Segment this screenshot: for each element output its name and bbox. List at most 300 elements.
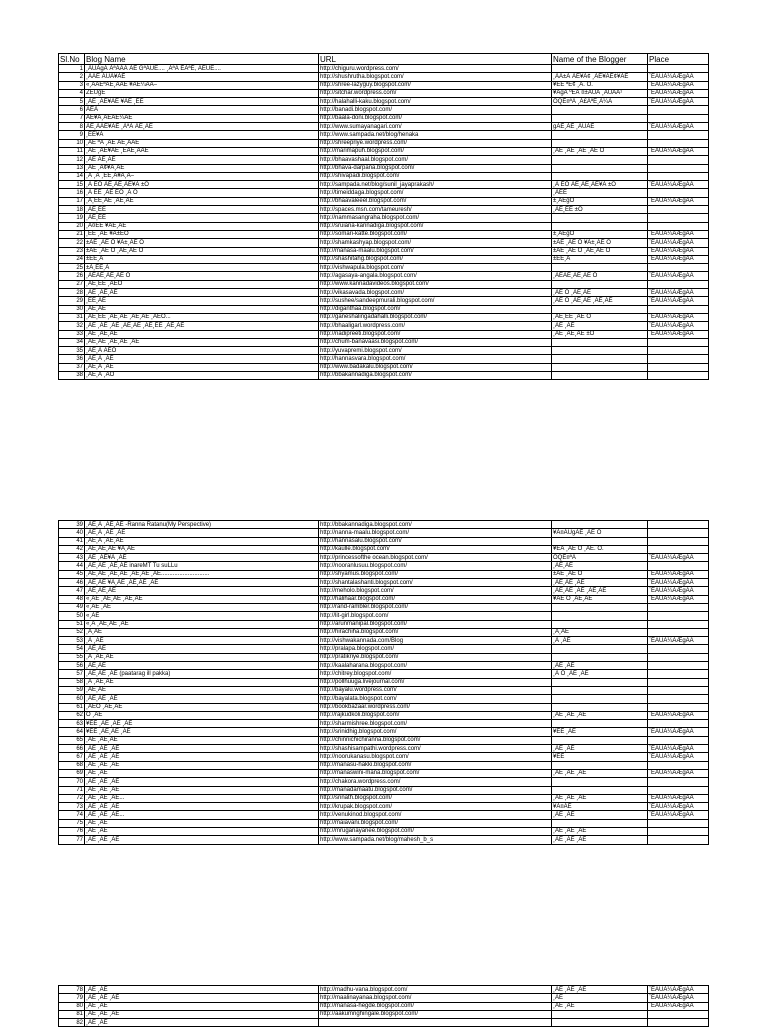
blogger-cell: ¸ÀÉ¸ÉÉ ¸ÀÉ Ö	[552, 313, 648, 321]
blogger-cell	[552, 65, 648, 73]
place-cell: ¨ÉAUÀ¼ÀÆgÀÄ	[648, 745, 709, 753]
url-cell[interactable]: http://bbakannadiga.blogspot.com/	[319, 521, 552, 529]
blog-name-cell: ¸ÀÉ ¸ÀÉ ¸ÀÉ	[85, 753, 319, 761]
sl-cell: 5	[59, 98, 85, 106]
url-cell[interactable]: http://yuvapremi.blogspot.com/	[319, 347, 552, 355]
place-cell	[648, 612, 709, 620]
place-cell	[648, 778, 709, 786]
place-cell	[648, 529, 709, 537]
url-cell[interactable]: http://sampada.net/blog/sunil_jayaprakash/	[319, 181, 552, 189]
table-row	[59, 529, 709, 537]
blog-name-cell: ¥ÉÉ ¸ÀÉ ¸ÀÉ ¸ÀÉ	[85, 720, 319, 728]
sl-cell: 14	[59, 172, 85, 180]
url-cell[interactable]: http://arunmanipal.blogspot.com/	[319, 620, 552, 628]
sl-cell: 62	[59, 711, 85, 719]
sl-cell: 32	[59, 322, 85, 330]
blogger-cell: ¥ÀÉ Ö ¸ÀÉ¸ÀÉ	[552, 595, 648, 603]
url-cell[interactable]: http://sruiana-kannadiga.blogspot.com/	[319, 222, 552, 230]
blogger-cell: ±ÀÉ ¸ÀÉ Ö ¥À±¸ÀÉ Ö	[552, 239, 648, 247]
table-row	[59, 164, 709, 172]
sl-cell: 55	[59, 653, 85, 661]
sl-cell: 39	[59, 521, 85, 529]
url-cell[interactable]: http://srinidhig.blogspot.com/	[319, 728, 552, 736]
sl-cell: 15	[59, 181, 85, 189]
url-cell[interactable]: http://banadi.blogspot.com/	[319, 106, 552, 114]
url-cell[interactable]: http://agasaya-angala.blogspot.com/	[319, 272, 552, 280]
table-row	[59, 189, 709, 197]
place-cell: ¨ÉAUÀ¼ÀÆgÀÄ	[648, 986, 709, 994]
url-cell[interactable]: http://manasa-maalu.blogspot.com/	[319, 247, 552, 255]
blog-name-cell: ¸ÀÉ ¸ÀÉ ¸ÀÉ	[85, 745, 319, 753]
url-cell[interactable]: http://sushee/sandeepmurali.blogspot.com/	[319, 297, 552, 305]
table-row	[59, 994, 709, 1002]
url-cell[interactable]: http://shyamus.blogspot.com/	[319, 570, 552, 578]
place-cell	[648, 603, 709, 611]
blogger-cell: ±¸ÀÉgÖ	[552, 230, 648, 238]
place-cell: ¨ÉAUÀ¼ÀÆgÀÄ	[648, 297, 709, 305]
url-cell[interactable]: http://pollhuuga.livejournal.com/	[319, 678, 552, 686]
blogger-cell	[552, 1010, 648, 1018]
blog-name-cell: ¸À¸ÀÉ	[85, 628, 319, 636]
url-cell[interactable]: http://hirachiha.blogspot.com/	[319, 628, 552, 636]
url-cell[interactable]: http://hannasvara.blogspot.com/	[319, 355, 552, 363]
table-body	[59, 986, 709, 1027]
blog-name-cell: ¸ÀÉ¸ÀÉ¸ÀÉ	[85, 587, 319, 595]
blog-name-cell: ¸ÀÉ¸À ÀÉÖ	[85, 347, 319, 355]
table-row	[59, 98, 709, 106]
table-row	[59, 811, 709, 819]
place-cell	[648, 347, 709, 355]
sl-cell: 64	[59, 728, 85, 736]
table-row	[59, 371, 709, 379]
url-cell[interactable]: http://shreepriye.wordpress.com/	[319, 139, 552, 147]
sl-cell: 20	[59, 222, 85, 230]
url-cell[interactable]: http://bhaavaleeel.blogspot.com/	[319, 197, 552, 205]
place-cell	[648, 786, 709, 794]
place-cell	[648, 695, 709, 703]
table-row	[59, 986, 709, 994]
blog-name-cell: ±ÀÉ ¸ÀÉ Ö ¥À±¸ÀÉ Ö	[85, 239, 319, 247]
blogger-cell	[552, 703, 648, 711]
blog-name-cell: ¸ÀÉ¸ÉÉ	[85, 206, 319, 214]
blog-name-cell: ¸ÀÉ¸ÀÉ¸ÀÉ ¥À¸ÀÉ	[85, 545, 319, 553]
table-row	[59, 272, 709, 280]
blog-name-cell: «¸ÀÄÉªÀÉ¸ÀÄÉ ¥ÀÉ¼ÀÄ–	[85, 81, 319, 89]
table-row	[59, 172, 709, 180]
blogger-cell: ¸ÀÉ¸ÀÉ ¸ÀÉ	[552, 579, 648, 587]
url-cell[interactable]: http://meholo.blogspot.com/	[319, 587, 552, 595]
url-cell[interactable]: http://bhaaligarl.wordpress.com/	[319, 322, 552, 330]
table-row	[59, 65, 709, 73]
table-row	[59, 761, 709, 769]
blog-name-cell: ¸ÀÉÀÉ¸ÀÉ¸ÀÉ Ö	[85, 272, 319, 280]
sl-cell: 76	[59, 827, 85, 835]
blogger-cell: ¸ÀÉ	[552, 994, 648, 1002]
blogger-cell	[552, 172, 648, 180]
sl-cell: 56	[59, 662, 85, 670]
table-row	[59, 736, 709, 744]
sl-cell: 71	[59, 786, 85, 794]
url-cell[interactable]: http://krupak.blogspot.com/	[319, 803, 552, 811]
blogger-cell: ¸ÀÉ ¸ÀÉ ¸ÀÉ	[552, 986, 648, 994]
place-cell	[648, 703, 709, 711]
table-row	[59, 753, 709, 761]
url-cell[interactable]: http://venukinod.blogspot.com/	[319, 811, 552, 819]
blog-name-cell: ¸ÀÉ¸À ¸ÀÖ	[85, 371, 319, 379]
blog-name-cell: «¸À ¸ÀÉ¸ÀÉ ¸ÀÉ	[85, 620, 319, 628]
sl-cell: 50	[59, 612, 85, 620]
blogger-cell: ¸À ¸ÀÉ	[552, 637, 648, 645]
blog-name-cell: ±ÉÉ¸À	[85, 255, 319, 263]
blog-name-cell: ¸ÀÉ¸ÀÉ	[85, 686, 319, 694]
place-cell	[648, 363, 709, 371]
place-cell: ¨ÉAUÀ¼ÀÆgÀÄ	[648, 794, 709, 802]
sl-cell: 35	[59, 347, 85, 355]
sl-cell: 63	[59, 720, 85, 728]
place-cell: ¨ÉAUÀ¼ÀÆgÀÄ	[648, 289, 709, 297]
blogger-cell	[552, 338, 648, 346]
url-cell[interactable]: http://shamkashyap.blogspot.com/	[319, 239, 552, 247]
blogger-cell: ¸ÀÉÉ	[552, 189, 648, 197]
place-cell: ¨ÉAUÀ¼ÀÆgÀÄ	[648, 147, 709, 155]
url-cell[interactable]: http://aakumrighingale.blogspot.com/	[319, 1010, 552, 1018]
blog-name-cell: ¸ÉÉ¸ÀÉ	[85, 297, 319, 305]
url-cell[interactable]: http://mruganayanee.blogspot.com/	[319, 827, 552, 835]
place-cell: ¨ÉAUÀ¼ÀÆgÀÄ	[648, 803, 709, 811]
table-row	[59, 720, 709, 728]
blog-name-cell: ¸ÀÄÉ ÀUÀ¥ÀÉ	[85, 73, 319, 81]
blogger-cell: ¸ÀÉ ¸ÀÉ ¸ÀÉ	[552, 794, 648, 802]
blogger-cell: ¸ÀÉ ¸ÀÉ ¸ÀÉ	[552, 769, 648, 777]
url-cell[interactable]: http://maalinayanaa.blogspot.com/	[319, 994, 552, 1002]
url-cell[interactable]: http://bookbazaar.wordpress.com/	[319, 703, 552, 711]
url-cell[interactable]: http://kaulle.blogspot.com/	[319, 545, 552, 553]
sl-cell: 30	[59, 305, 85, 313]
url-cell[interactable]: http://shivapadi.blogspot.com/	[319, 172, 552, 180]
url-cell[interactable]: http://hannasalu.blogspot.com/	[319, 537, 552, 545]
place-cell	[648, 264, 709, 272]
sl-cell: 46	[59, 579, 85, 587]
blog-name-cell: ¸ÀÉ ¸ÀÉ	[85, 769, 319, 777]
url-cell[interactable]: http://pralapa.blogspot.com/	[319, 645, 552, 653]
place-cell: ¨ÉAUÀ¼ÀÆgÀÄ	[648, 728, 709, 736]
table-row	[59, 645, 709, 653]
url-cell[interactable]: http://srinath.blogspot.com/	[319, 794, 552, 802]
url-cell[interactable]: http://sharmishree.blogspot.com/	[319, 720, 552, 728]
table-row	[59, 147, 709, 155]
url-cell[interactable]: http://shashisampathi.wordpress.com/	[319, 745, 552, 753]
url-cell[interactable]: http://www.sampada.net/blog/mahesh_b_s	[319, 836, 552, 844]
sl-cell: 53	[59, 637, 85, 645]
place-cell	[648, 686, 709, 694]
url-cell[interactable]: http://sitchar.wordpress.com/	[319, 89, 552, 97]
sl-cell: 34	[59, 338, 85, 346]
place-cell: ¨ÉAUÀ¼ÀÆgÀÄ	[648, 230, 709, 238]
sl-cell: 2	[59, 73, 85, 81]
url-cell[interactable]: http://baala-doni.blogspot.com/	[319, 114, 552, 122]
table-row	[59, 214, 709, 222]
blogger-cell	[552, 537, 648, 545]
blogger-cell	[552, 156, 648, 164]
blog-name-cell: ¸ÀÉ ¸ÀÉ	[85, 827, 319, 835]
blogger-cell: ¸À Ö ¸ÀÉ ¸ÀÉ	[552, 670, 648, 678]
blog-name-cell: ¸ÀÉ¸ÀÉ ¸ÀÉ	[85, 695, 319, 703]
place-cell	[648, 653, 709, 661]
url-cell[interactable]: http://chitrey.blogspot.com/	[319, 670, 552, 678]
sl-cell: 7	[59, 114, 85, 122]
sl-cell: 41	[59, 537, 85, 545]
url-cell[interactable]: http://manaswini-mana.blogspot.com/	[319, 769, 552, 777]
url-cell[interactable]: http://www.badakalu.blogspot.com/	[319, 363, 552, 371]
url-cell[interactable]: http://kaalaharana.blogspot.com/	[319, 662, 552, 670]
blog-name-cell: ¸ÀÉ ¸ÀÉ ¸ÀÉ	[85, 786, 319, 794]
url-cell[interactable]: http://nammasangraha.blogspot.com/	[319, 214, 552, 222]
place-cell: ¨ÉAUÀ¼ÀÆgÀÄ	[648, 1002, 709, 1010]
sheet-block-2	[58, 520, 708, 845]
url-cell[interactable]: http://rand-rambler.blogspot.com/	[319, 603, 552, 611]
url-cell[interactable]: http://rajkudkoli.blogspot.com/	[319, 711, 552, 719]
blogger-cell: ¸À ÉÖ ÀÉ¸ÀÉ¸ÀÉ¥À ±Ö	[552, 181, 648, 189]
url-cell[interactable]: http://manadamaatu.blogspot.com/	[319, 786, 552, 794]
sl-cell: 21	[59, 230, 85, 238]
blogger-cell: ¸ÀÉ ¸ÀÉ ¸ÀÉ	[552, 711, 648, 719]
url-cell[interactable]: http://noorukanasu.blogspot.com/	[319, 753, 552, 761]
blogger-cell: ¸À¸ÀÉ	[552, 628, 648, 636]
sheet-block-3	[58, 985, 708, 1027]
place-cell	[648, 114, 709, 122]
sl-cell: 78	[59, 986, 85, 994]
sl-cell: 42	[59, 545, 85, 553]
table-row	[59, 330, 709, 338]
place-cell	[648, 720, 709, 728]
url-cell[interactable]: http://manasu-hakki.blogspot.com/	[319, 761, 552, 769]
url-cell[interactable]: http://halihaar.blogspot.com/	[319, 595, 552, 603]
url-cell[interactable]: http://princessofthe ocean.blogspot.com/	[319, 554, 552, 562]
blog-name-cell: ±À¸ÉÉ¸À	[85, 264, 319, 272]
blog-name-cell: ÀÉÀ	[85, 106, 319, 114]
place-cell	[648, 189, 709, 197]
place-cell: ¨ÉAUÀ¼ÀÆgÀÄ	[648, 554, 709, 562]
place-cell: ¨ÉAUÀ¼ÀÆgÀÄ	[648, 89, 709, 97]
place-cell	[648, 645, 709, 653]
table-row	[59, 703, 709, 711]
blog-name-cell: ¸ÀÉ¸À ¸ÀÉ¸ÀÉ	[85, 537, 319, 545]
sl-cell: 81	[59, 1010, 85, 1018]
url-cell[interactable]: http://marimapuh.blogspot.com/	[319, 147, 552, 155]
sl-cell: 60	[59, 695, 85, 703]
url-cell[interactable]: http://nanna-maalu.blogspot.com/	[319, 529, 552, 537]
place-cell: ¨ÉAUÀ¼ÀÆgÀÄ	[648, 272, 709, 280]
url-cell[interactable]: http://madhu-vana.blogspot.com/	[319, 986, 552, 994]
url-cell[interactable]: http://www.sumayanagari.com/	[319, 123, 552, 131]
url-cell[interactable]: http://chiguru.wordpress.com/	[319, 65, 552, 73]
blogger-cell: ¸ÀÉ ¸ÀÉ	[552, 322, 648, 330]
place-cell: ¨ÉAUÀ¼ÀÆgÀÄ	[648, 994, 709, 1002]
blog-name-cell: ¸ÀÉ ¸ÀÉ	[85, 819, 319, 827]
place-cell: ¨ÉAUÀ¼ÀÆgÀÄ	[648, 322, 709, 330]
place-cell	[648, 662, 709, 670]
url-cell[interactable]: http://bhaavashaal.blogspot.com/	[319, 156, 552, 164]
url-cell[interactable]: http://vishwakannada.com/Blog	[319, 637, 552, 645]
blog-name-cell: ¸ÀÉ¸ÀÉ ¸ÀÉ¸ÀÉ ¸ÀÉ¸ÀÉ ¸ÀÉ.............................	[85, 570, 319, 578]
table-row	[59, 628, 709, 636]
url-cell[interactable]: http://lit-girl.blogspot.com/	[319, 612, 552, 620]
blogger-cell: ¸ÀÉ ¸ÀÉ ¸ÀÉ	[552, 827, 648, 835]
blogger-cell	[552, 645, 648, 653]
sl-cell: 40	[59, 529, 85, 537]
blog-name-cell: ¸ÀÉ ¸ÀÉ ¸ÀÉ...	[85, 811, 319, 819]
table-row	[59, 222, 709, 230]
table-row	[59, 123, 709, 131]
sl-cell: 65	[59, 736, 85, 744]
place-cell: ¨ÉAUÀ¼ÀÆgÀÄ	[648, 330, 709, 338]
place-cell	[648, 521, 709, 529]
sl-cell: 69	[59, 769, 85, 777]
table-row	[59, 355, 709, 363]
place-cell: ¨ÉAUÀ¼ÀÆgÀÄ	[648, 255, 709, 263]
sl-cell: 37	[59, 363, 85, 371]
table-row	[59, 769, 709, 777]
url-cell[interactable]: http://bbakannadiga.blogspot.com/	[319, 371, 552, 379]
blogger-cell	[552, 305, 648, 313]
blog-name-cell: «¸ÀÉ ¸ÀÉ¸ÀÉ ¸ÀÉ¸ÀÉ	[85, 595, 319, 603]
url-cell[interactable]: http://chakora.wordpress.com/	[319, 778, 552, 786]
url-cell[interactable]: http://spaces.msn.com/tameuresh/	[319, 206, 552, 214]
blogger-cell	[552, 214, 648, 222]
blog-name-cell: ¸ÀÉ ¸ÀÉ¸ÀÉ	[85, 289, 319, 297]
blog-name-cell: ¸ÀÉ ¸ÀÉ¸ÀÉ	[85, 330, 319, 338]
table-row	[59, 662, 709, 670]
blog-name-cell: ¸ÀÉ ¸ÀÉ ¸ÀÉ	[85, 994, 319, 1002]
blog-name-cell: ¸ÀÉ¸À ¸ÀÉ	[85, 355, 319, 363]
url-cell[interactable]: http://shushrutha.blogspot.com/	[319, 73, 552, 81]
blog-name-cell: ¸ÀÉ ¸ÀÉ ¸ÀÉ	[85, 778, 319, 786]
blogger-cell	[552, 114, 648, 122]
table-row	[59, 305, 709, 313]
table-row	[59, 562, 709, 570]
blogger-cell: ¥ÀgÀ ºÉÀ ¤±ÀUÀ ¸ÀUÀA¹	[552, 89, 648, 97]
url-cell[interactable]: http://timeiddaga.blogspot.com/	[319, 189, 552, 197]
table-row	[59, 297, 709, 305]
table-row	[59, 570, 709, 578]
url-cell[interactable]: http://somari-katte.blogspot.com/	[319, 230, 552, 238]
url-cell[interactable]: http://chum-banavaasi.blogspot.com/	[319, 338, 552, 346]
blogger-cell: ¸ÀÉ ¸ÀÉ	[552, 662, 648, 670]
sl-cell: 57	[59, 670, 85, 678]
url-cell[interactable]: http://chinnichichiranna.blogspot.com/	[319, 736, 552, 744]
place-cell: ¨ÉAUÀ¼ÀÆgÀÄ	[648, 637, 709, 645]
blog-name-cell: ZÉUgÉ	[85, 89, 319, 97]
blog-name-cell: ¸ÀÉ ¸ÀÉ	[85, 986, 319, 994]
blogger-cell: ±ÀÉ ¸ÀÉ Ö ¸ÀÉ¸ÀÉ Ö	[552, 247, 648, 255]
place-cell: ¨ÉAUÀ¼ÀÆgÀÄ	[648, 73, 709, 81]
url-cell[interactable]: http://diganthaa.blogspot.com/	[319, 305, 552, 313]
table-row	[59, 131, 709, 139]
table-row	[59, 836, 709, 844]
place-cell	[648, 537, 709, 545]
blog-name-cell: ¸ÀÉ¸ÀÉ ¸ÀÉ¸ÀÉ ¸ÀÉ	[85, 338, 319, 346]
table-row	[59, 686, 709, 694]
url-cell[interactable]: http://vishwapula.blogspot.com/	[319, 264, 552, 272]
sl-cell: 26	[59, 272, 85, 280]
blog-name-cell: ¸ÀÉ ÀÉ¸ÀÉ	[85, 156, 319, 164]
blog-name-cell: ¸ÉÉ ¸ÀÉ ¥À±ÉÖ	[85, 230, 319, 238]
table-row	[59, 289, 709, 297]
place-cell	[648, 305, 709, 313]
blogger-cell: ¸ÀÉ Ö ¸ÀÉ¸ÀÉ	[552, 289, 648, 297]
blogger-cell: ¥ÉÀ ¸ÀÉ Ö ¸ÀÉ. Ö.	[552, 545, 648, 553]
url-cell[interactable]: http://vikasavada.blogspot.com/	[319, 289, 552, 297]
url-cell[interactable]: http://manasa-hegde.blogspot.com/	[319, 1002, 552, 1010]
sl-cell: 44	[59, 562, 85, 570]
blogger-cell	[552, 678, 648, 686]
url-cell[interactable]: http://bayalata.blogspot.com/	[319, 695, 552, 703]
place-cell	[648, 156, 709, 164]
blogger-cell: ÖQÉ¤ªÀ ¸À£ÀªÉ¸À¼À	[552, 98, 648, 106]
blogger-cell: ¸ÀÉ ¸ÀÉ	[552, 745, 648, 753]
table-row	[59, 620, 709, 628]
place-cell: ¨ÉAUÀ¼ÀÆgÀÄ	[648, 753, 709, 761]
url-cell[interactable]: http://ganeshalingadahalli.blogspot.com/	[319, 313, 552, 321]
place-cell	[648, 827, 709, 835]
place-cell	[648, 620, 709, 628]
url-cell[interactable]: http://pratikriye.blogspot.com/	[319, 653, 552, 661]
blogger-cell	[552, 106, 648, 114]
url-cell[interactable]: http://shantalashanti.blogspot.com/	[319, 579, 552, 587]
blog-name-cell: ¸ÀÉ¸ÉÉ	[85, 214, 319, 222]
table-row	[59, 81, 709, 89]
place-cell: ¨ÉAUÀ¼ÀÆgÀÄ	[648, 570, 709, 578]
blogger-cell	[552, 761, 648, 769]
table-row	[59, 206, 709, 214]
place-cell	[648, 819, 709, 827]
url-cell[interactable]: http://maiavani.blogspot.com/	[319, 819, 552, 827]
table-row	[59, 280, 709, 288]
blog-name-cell: ¸ÀÉÖ ¸ÀÉ¸ÀÉ	[85, 703, 319, 711]
table-row	[59, 728, 709, 736]
url-cell[interactable]: http://nadipreeti.blogspot.com/	[319, 330, 552, 338]
blog-name-cell: ¸À ¸ÀÉ¸ÀÉ	[85, 653, 319, 661]
blog-name-cell: ¸ÉÉ¥À	[85, 131, 319, 139]
blogger-cell: ¸ÀÉ ¸ÀÉ	[552, 811, 648, 819]
url-cell[interactable]: http://www.sampada.net/blog/henaka	[319, 131, 552, 139]
url-cell[interactable]: http://halahalli-kaku.blogspot.com/	[319, 98, 552, 106]
blog-name-cell: ¸ÀÉ¸ÉÉ ¸ÀÉ¸ÀÉ ¸ÀÉ¸ÀÉ ¸ÀÉÖ...	[85, 313, 319, 321]
sl-cell: 82	[59, 1019, 85, 1027]
blog-name-cell: ¸ÀÉ¸ÀÉ ¥À¸ÀÉ ¸ÀÉ¸ÀÉ ¸ÀÉ	[85, 579, 319, 587]
url-cell[interactable]: http://nooranlusuu.blogspot.com/	[319, 562, 552, 570]
sl-cell: 3	[59, 81, 85, 89]
url-cell[interactable]: http://shashitahg.blogspot.com/	[319, 255, 552, 263]
url-cell[interactable]: http://bhava-darpana.blogspot.com/	[319, 164, 552, 172]
url-cell[interactable]: http://shree-lazyguy.blogspot.com/	[319, 81, 552, 89]
place-cell	[648, 355, 709, 363]
sl-cell: 61	[59, 703, 85, 711]
place-cell: ¨ÉAUÀ¼ÀÆgÀÄ	[648, 123, 709, 131]
place-cell: ¨ÉAUÀ¼ÀÆgÀÄ	[648, 239, 709, 247]
sl-cell: 66	[59, 745, 85, 753]
blogger-cell	[552, 778, 648, 786]
blog-name-cell: ¸ÀÉ ¸ÀÉ¥ÀÉ ¸ÉÀÉ¸ÀÄÉ	[85, 147, 319, 155]
sl-cell: 59	[59, 686, 85, 694]
table-row	[59, 554, 709, 562]
table-row	[59, 255, 709, 263]
table-row	[59, 794, 709, 802]
blog-name-cell: ¸ÀÉ ¸ÀÉ	[85, 1002, 319, 1010]
blog-name-cell: ¸À ÉÖ ÀÉ¸ÀÉ¸ÀÉ¥À ±Ö	[85, 181, 319, 189]
url-cell[interactable]: http://www.kannadavideos.blogspot.com/	[319, 280, 552, 288]
url-cell[interactable]: http://bayalu.wordpress.com/	[319, 686, 552, 694]
